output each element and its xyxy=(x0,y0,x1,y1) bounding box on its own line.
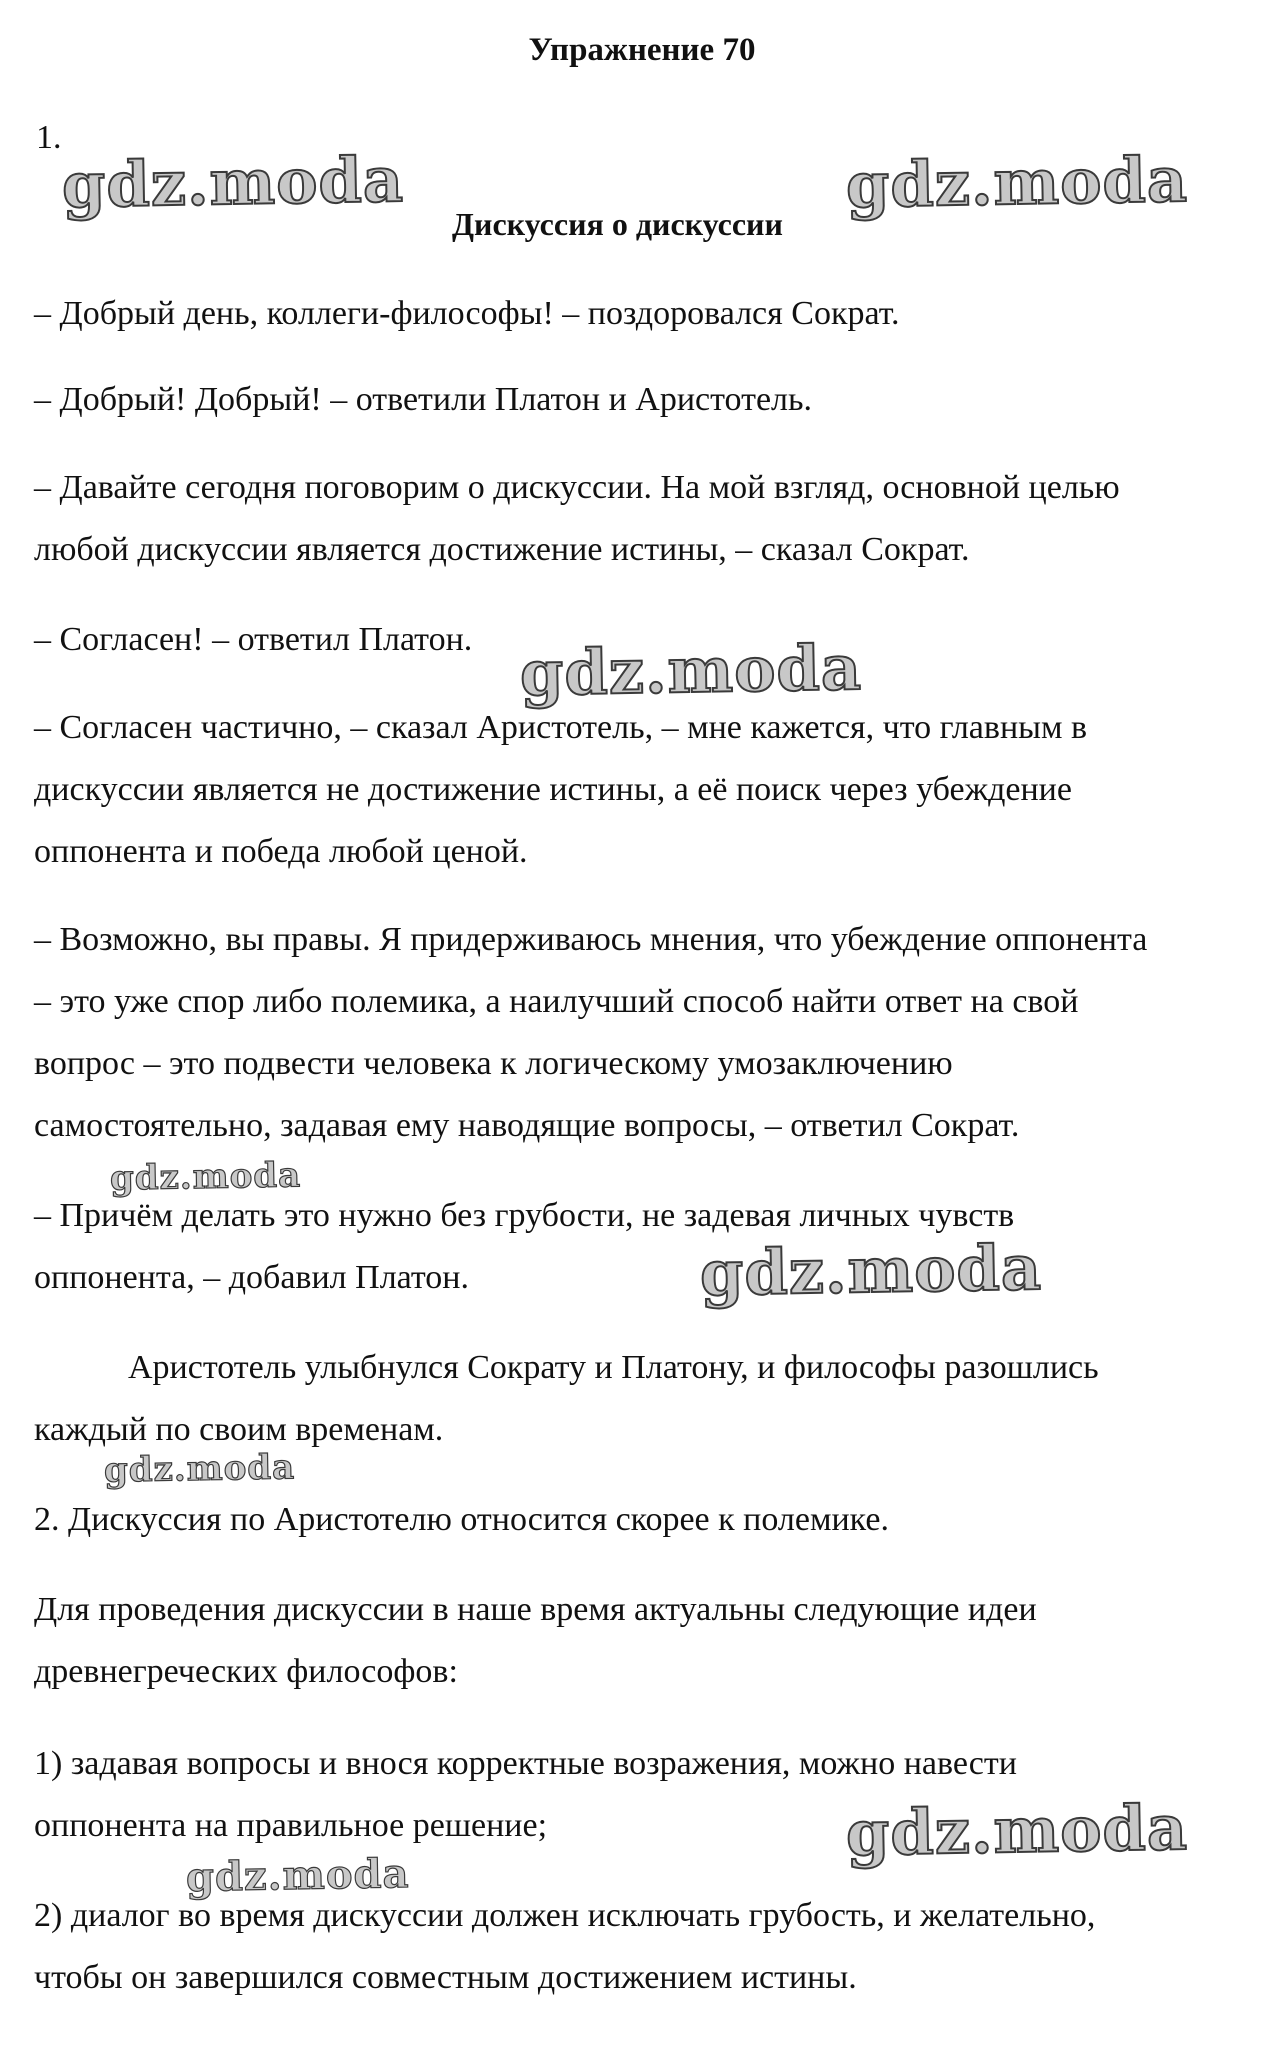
text-line: – Возможно, вы правы. Я придерживаюсь мнения, что убеждение оппонента xyxy=(34,921,1148,958)
text-line: чтобы он завершился совместным достижением истины. xyxy=(34,1959,857,1996)
watermark: gdz.moda xyxy=(699,1231,1043,1310)
text-line: древнегреческих философов: xyxy=(34,1653,458,1690)
watermark: gdz.moda xyxy=(845,143,1189,222)
watermark: gdz.moda xyxy=(103,1447,296,1491)
watermark: gdz.moda xyxy=(519,631,863,710)
text-line: – Согласен! – ответил Платон. xyxy=(34,621,473,658)
text-line: оппонента и победа любой ценой. xyxy=(34,833,528,870)
text-line: дискуссии является не достижение истины, а её поиск через убеждение xyxy=(34,771,1072,808)
text-line: – Согласен частично, – сказал Аристотель, – мне кажется, что главным в xyxy=(34,709,1088,746)
text-line: – Добрый день, коллеги-философы! – поздоровался Сократ. xyxy=(34,295,900,332)
section-number: 1. xyxy=(36,119,62,156)
text-line: – Добрый! Добрый! – ответили Платон и Аристотель. xyxy=(34,381,813,418)
text-line: оппонента, – добавил Платон. xyxy=(34,1259,469,1296)
text-line: вопрос – это подвести человека к логическому умозаключению xyxy=(34,1045,953,1082)
watermark: gdz.moda xyxy=(185,1850,410,1901)
watermark: gdz.moda xyxy=(109,1155,302,1199)
text-line: – это уже спор либо полемика, а наилучший способ найти ответ на свой xyxy=(34,983,1079,1020)
text-line: 2) диалог во время дискуссии должен исключать грубость, и желательно, xyxy=(34,1897,1096,1934)
text-line: 1) задавая вопросы и внося корректные возражения, можно навести xyxy=(34,1745,1017,1782)
text-line: Для проведения дискуссии в наше время актуальны следующие идеи xyxy=(34,1591,1037,1628)
text-line: 2. Дискуссия по Аристотелю относится скорее к полемике. xyxy=(34,1501,889,1538)
text-line: каждый по своим временам. xyxy=(34,1411,444,1448)
text-line: любой дискуссии является достижение истины, – сказал Сократ. xyxy=(34,531,970,568)
text-line: самостоятельно, задавая ему наводящие вопросы, – ответил Сократ. xyxy=(34,1107,1020,1144)
text-line: Аристотель улыбнулся Сократу и Платону, и философы разошлись xyxy=(128,1349,1099,1386)
dialogue-subtitle: Дискуссия о дискуссии xyxy=(452,206,783,242)
watermark: gdz.moda xyxy=(61,143,405,222)
watermark: gdz.moda xyxy=(845,1791,1189,1870)
exercise-title: Упражнение 70 xyxy=(528,32,756,68)
text-line: – Причём делать это нужно без грубости, не задевая личных чувств xyxy=(34,1197,1015,1234)
text-line: оппонента на правильное решение; xyxy=(34,1807,548,1844)
text-line: – Давайте сегодня поговорим о дискуссии. На мой взгляд, основной целью xyxy=(34,469,1120,506)
